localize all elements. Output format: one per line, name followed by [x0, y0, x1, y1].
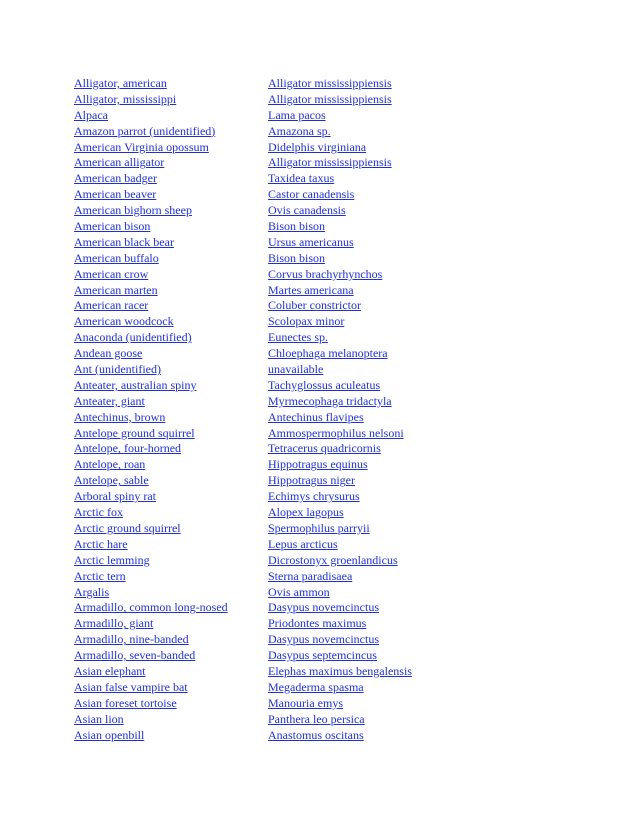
table-row	[74, 155, 594, 171]
common-name-cell	[74, 140, 268, 156]
scientific-name-link[interactable]: Spermophilus parryii	[268, 520, 370, 535]
scientific-name-link[interactable]: Dasypus septemcincus	[268, 648, 377, 663]
common-name-cell	[74, 696, 268, 712]
common-name-cell	[74, 648, 268, 664]
scientific-name-link[interactable]: Dicrostonyx groenlandicus	[268, 552, 398, 567]
common-name-cell	[74, 569, 268, 585]
scientific-name-cell	[268, 394, 594, 410]
common-name-link[interactable]: American bison	[74, 219, 151, 234]
scientific-name-cell	[268, 680, 594, 696]
scientific-name-cell	[268, 378, 594, 394]
common-name-link[interactable]: Armadillo, seven-banded	[74, 648, 196, 663]
scientific-name-link[interactable]: Alligator mississippiensis	[268, 76, 392, 90]
common-name-link[interactable]: Anaconda (unidentified)	[74, 330, 192, 345]
scientific-name-link[interactable]: Sterna paradisaea	[268, 568, 353, 583]
common-name-link[interactable]: Armadillo, common long-nosed	[74, 600, 228, 615]
scientific-name-link[interactable]: Alligator mississippiensis	[268, 155, 392, 170]
common-name-link[interactable]: Ant (unidentified)	[74, 362, 161, 377]
table-row	[74, 426, 594, 442]
scientific-name-link[interactable]: Manouria emys	[268, 695, 343, 710]
table-row	[74, 648, 594, 664]
scientific-name-cell	[268, 473, 594, 489]
scientific-name-link[interactable]: Scolopax minor	[268, 314, 345, 329]
scientific-name-cell	[268, 298, 594, 314]
scientific-name-cell	[268, 314, 594, 330]
scientific-name-link[interactable]: unavailable	[268, 362, 324, 377]
common-name-link[interactable]: Antelope, four-horned	[74, 441, 182, 456]
scientific-name-link[interactable]: Castor canadensis	[268, 187, 355, 202]
scientific-name-link[interactable]: Didelphis virginiana	[268, 139, 367, 154]
table-row	[74, 378, 594, 394]
scientific-name-cell	[268, 124, 594, 140]
table-row	[74, 346, 594, 362]
table-row	[74, 473, 594, 489]
common-name-link[interactable]: Amazon parrot (unidentified)	[74, 123, 216, 138]
scientific-name-cell	[268, 235, 594, 251]
table-row	[74, 553, 594, 569]
scientific-name-cell	[268, 569, 594, 585]
common-name-link[interactable]: Arctic lemming	[74, 552, 150, 567]
scientific-name-link[interactable]: Bison bison	[268, 250, 326, 265]
scientific-name-link[interactable]: Coluber constrictor	[268, 298, 361, 313]
common-name-link[interactable]: Asian lion	[74, 711, 124, 726]
common-name-cell	[74, 712, 268, 728]
table-row	[74, 76, 594, 92]
table-row	[74, 108, 594, 124]
common-name-cell	[74, 251, 268, 267]
scientific-name-link[interactable]: Dasypus novemcinctus	[268, 632, 379, 647]
table-row	[74, 314, 594, 330]
scientific-name-link[interactable]: Myrmecophaga tridactyla	[268, 393, 392, 408]
scientific-name-link[interactable]: Elephas maximus bengalensis	[268, 663, 412, 678]
table-row	[74, 92, 594, 108]
scientific-name-cell	[268, 267, 594, 283]
scientific-name-link[interactable]: Priodontes maximus	[268, 616, 367, 631]
scientific-name-cell	[268, 251, 594, 267]
common-name-cell	[74, 187, 268, 203]
scientific-name-link[interactable]: Megaderma spasma	[268, 679, 364, 694]
scientific-name-link[interactable]: Eunectes sp.	[268, 330, 328, 345]
scientific-name-link[interactable]: Amazona sp.	[268, 123, 331, 138]
scientific-name-cell	[268, 410, 594, 426]
common-name-link[interactable]: Arctic ground squirrel	[74, 520, 181, 535]
common-name-cell	[74, 235, 268, 251]
common-name-link[interactable]: Alpaca	[74, 107, 108, 122]
table-row	[74, 712, 594, 728]
common-name-link[interactable]: Antechinus, brown	[74, 409, 166, 424]
common-name-cell	[74, 394, 268, 410]
scientific-name-cell	[268, 457, 594, 473]
table-row	[74, 569, 594, 585]
common-name-link[interactable]: Anteater, australian spiny	[74, 377, 197, 392]
common-name-link[interactable]: American racer	[74, 298, 149, 313]
scientific-name-link[interactable]: Hippotragus niger	[268, 473, 355, 488]
scientific-name-cell	[268, 696, 594, 712]
common-name-link[interactable]: Arboral spiny rat	[74, 489, 156, 504]
common-name-link[interactable]: Arctic tern	[74, 568, 126, 583]
common-name-link[interactable]: American woodcock	[74, 314, 174, 329]
common-name-cell	[74, 219, 268, 235]
scientific-name-cell	[268, 330, 594, 346]
scientific-name-cell	[268, 346, 594, 362]
common-name-cell	[74, 330, 268, 346]
scientific-name-link[interactable]: Tetracerus quadricornis	[268, 441, 381, 456]
scientific-name-link[interactable]: Alopex lagopus	[268, 505, 344, 520]
common-name-cell	[74, 346, 268, 362]
table-row	[74, 728, 594, 744]
table-row	[74, 171, 594, 187]
common-name-link[interactable]: Argalis	[74, 584, 110, 599]
table-row	[74, 124, 594, 140]
table-row	[74, 219, 594, 235]
common-name-link[interactable]: Asian false vampire bat	[74, 679, 188, 694]
table-row	[74, 283, 594, 299]
table-row	[74, 457, 594, 473]
common-name-cell	[74, 362, 268, 378]
common-name-cell	[74, 378, 268, 394]
scientific-name-cell	[268, 426, 594, 442]
common-name-cell	[74, 155, 268, 171]
common-name-cell	[74, 728, 268, 744]
common-name-cell	[74, 410, 268, 426]
table-row	[74, 505, 594, 521]
scientific-name-link[interactable]: Echimys chrysurus	[268, 489, 360, 504]
common-name-cell	[74, 426, 268, 442]
common-name-link[interactable]: Alligator, mississippi	[74, 91, 177, 106]
scientific-name-link[interactable]: Antechinus flavipes	[268, 409, 364, 424]
table-row	[74, 585, 594, 601]
scientific-name-link[interactable]: Lepus arcticus	[268, 536, 338, 551]
scientific-name-link[interactable]: Bison bison	[268, 219, 326, 234]
common-name-cell	[74, 664, 268, 680]
table-row	[74, 140, 594, 156]
common-name-cell	[74, 585, 268, 601]
scientific-name-cell	[268, 171, 594, 187]
table-row	[74, 362, 594, 378]
common-name-link[interactable]: American crow	[74, 266, 149, 281]
scientific-name-cell	[268, 489, 594, 505]
scientific-name-cell	[268, 712, 594, 728]
common-name-cell	[74, 76, 268, 92]
common-name-link[interactable]: American buffalo	[74, 250, 159, 265]
common-name-link[interactable]: Antelope, sable	[74, 473, 149, 488]
scientific-name-cell	[268, 140, 594, 156]
table-row	[74, 235, 594, 251]
scientific-name-cell	[268, 648, 594, 664]
scientific-name-cell	[268, 505, 594, 521]
common-name-cell	[74, 600, 268, 616]
scientific-name-cell	[268, 585, 594, 601]
scientific-name-link[interactable]: Lama pacos	[268, 107, 326, 122]
scientific-name-cell	[268, 728, 594, 744]
common-name-cell	[74, 441, 268, 457]
scientific-name-link[interactable]: Dasypus novemcinctus	[268, 600, 379, 615]
common-name-link[interactable]: American marten	[74, 282, 158, 297]
scientific-name-cell	[268, 553, 594, 569]
common-name-link[interactable]: Armadillo, nine-banded	[74, 632, 189, 647]
common-name-link[interactable]: Andean goose	[74, 346, 143, 361]
scientific-name-link[interactable]: Ammospermophilus nelsoni	[268, 425, 404, 440]
table-row	[74, 441, 594, 457]
scientific-name-link[interactable]: Taxidea taxus	[268, 171, 335, 186]
scientific-name-cell	[268, 521, 594, 537]
scientific-name-cell	[268, 155, 594, 171]
scientific-name-link[interactable]: Ovis ammon	[268, 584, 330, 599]
table-row	[74, 267, 594, 283]
table-row	[74, 394, 594, 410]
table-row	[74, 664, 594, 680]
scientific-name-link[interactable]: Chloephaga melanoptera	[268, 346, 388, 361]
table-row	[74, 680, 594, 696]
scientific-name-cell	[268, 108, 594, 124]
common-name-cell	[74, 267, 268, 283]
scientific-name-cell	[268, 664, 594, 680]
common-name-link[interactable]: Anteater, giant	[74, 393, 145, 408]
scientific-name-cell	[268, 632, 594, 648]
common-name-cell	[74, 314, 268, 330]
scientific-name-cell	[268, 203, 594, 219]
scientific-name-cell	[268, 187, 594, 203]
table-row	[74, 203, 594, 219]
common-name-link[interactable]: American black bear	[74, 234, 174, 249]
table-row	[74, 521, 594, 537]
common-name-cell	[74, 489, 268, 505]
table-row	[74, 251, 594, 267]
scientific-name-link[interactable]: Martes americana	[268, 282, 354, 297]
table-row	[74, 600, 594, 616]
scientific-name-cell	[268, 441, 594, 457]
scientific-name-cell	[268, 76, 594, 92]
common-name-link[interactable]: American alligator	[74, 155, 165, 170]
common-name-link[interactable]: Armadillo, giant	[74, 616, 154, 631]
table-row	[74, 330, 594, 346]
common-name-cell	[74, 632, 268, 648]
scientific-name-cell	[268, 362, 594, 378]
common-name-cell	[74, 537, 268, 553]
common-name-link[interactable]: American bighorn sheep	[74, 203, 192, 218]
scientific-name-link[interactable]: Alligator mississippiensis	[268, 91, 392, 106]
common-name-cell	[74, 505, 268, 521]
common-name-link[interactable]: Arctic hare	[74, 536, 128, 551]
common-name-cell	[74, 124, 268, 140]
common-name-link[interactable]: Antelope, roan	[74, 457, 146, 472]
common-name-cell	[74, 473, 268, 489]
common-name-cell	[74, 616, 268, 632]
common-name-link[interactable]: Arctic fox	[74, 505, 123, 520]
common-name-link[interactable]: American Virginia opossum	[74, 139, 209, 154]
common-name-cell	[74, 521, 268, 537]
scientific-name-link[interactable]: Ursus americanus	[268, 234, 354, 249]
table-row	[74, 537, 594, 553]
scientific-name-link[interactable]: Corvus brachyrhynchos	[268, 266, 383, 281]
scientific-name-cell	[268, 537, 594, 553]
common-name-link[interactable]: American badger	[74, 171, 157, 186]
common-name-cell	[74, 553, 268, 569]
common-name-link[interactable]: Asian foreset tortoise	[74, 695, 177, 710]
common-name-cell	[74, 457, 268, 473]
common-name-link[interactable]: Alligator, american	[74, 76, 167, 90]
scientific-name-cell	[268, 600, 594, 616]
common-name-link[interactable]: Antelope ground squirrel	[74, 425, 195, 440]
table-row	[74, 410, 594, 426]
scientific-name-cell	[268, 92, 594, 108]
common-name-link[interactable]: American beaver	[74, 187, 157, 202]
scientific-name-cell	[268, 283, 594, 299]
scientific-name-cell	[268, 616, 594, 632]
scientific-name-link[interactable]: Hippotragus equinus	[268, 457, 368, 472]
scientific-name-cell	[268, 219, 594, 235]
common-name-cell	[74, 108, 268, 124]
species-table	[74, 76, 594, 743]
table-row	[74, 616, 594, 632]
table-row	[74, 489, 594, 505]
scientific-name-link[interactable]: Ovis canadensis	[268, 203, 346, 218]
common-name-cell	[74, 203, 268, 219]
table-row	[74, 696, 594, 712]
common-name-cell	[74, 680, 268, 696]
scientific-name-link[interactable]: Anastomus oscitans	[268, 727, 364, 742]
common-name-cell	[74, 283, 268, 299]
common-name-cell	[74, 92, 268, 108]
common-name-cell	[74, 298, 268, 314]
table-row	[74, 187, 594, 203]
scientific-name-link[interactable]: Panthera leo persica	[268, 711, 365, 726]
table-row	[74, 298, 594, 314]
common-name-link[interactable]: Asian elephant	[74, 663, 146, 678]
common-name-link[interactable]: Asian openbill	[74, 727, 145, 742]
common-name-cell	[74, 171, 268, 187]
table-row	[74, 632, 594, 648]
scientific-name-link[interactable]: Tachyglossus aculeatus	[268, 377, 381, 392]
